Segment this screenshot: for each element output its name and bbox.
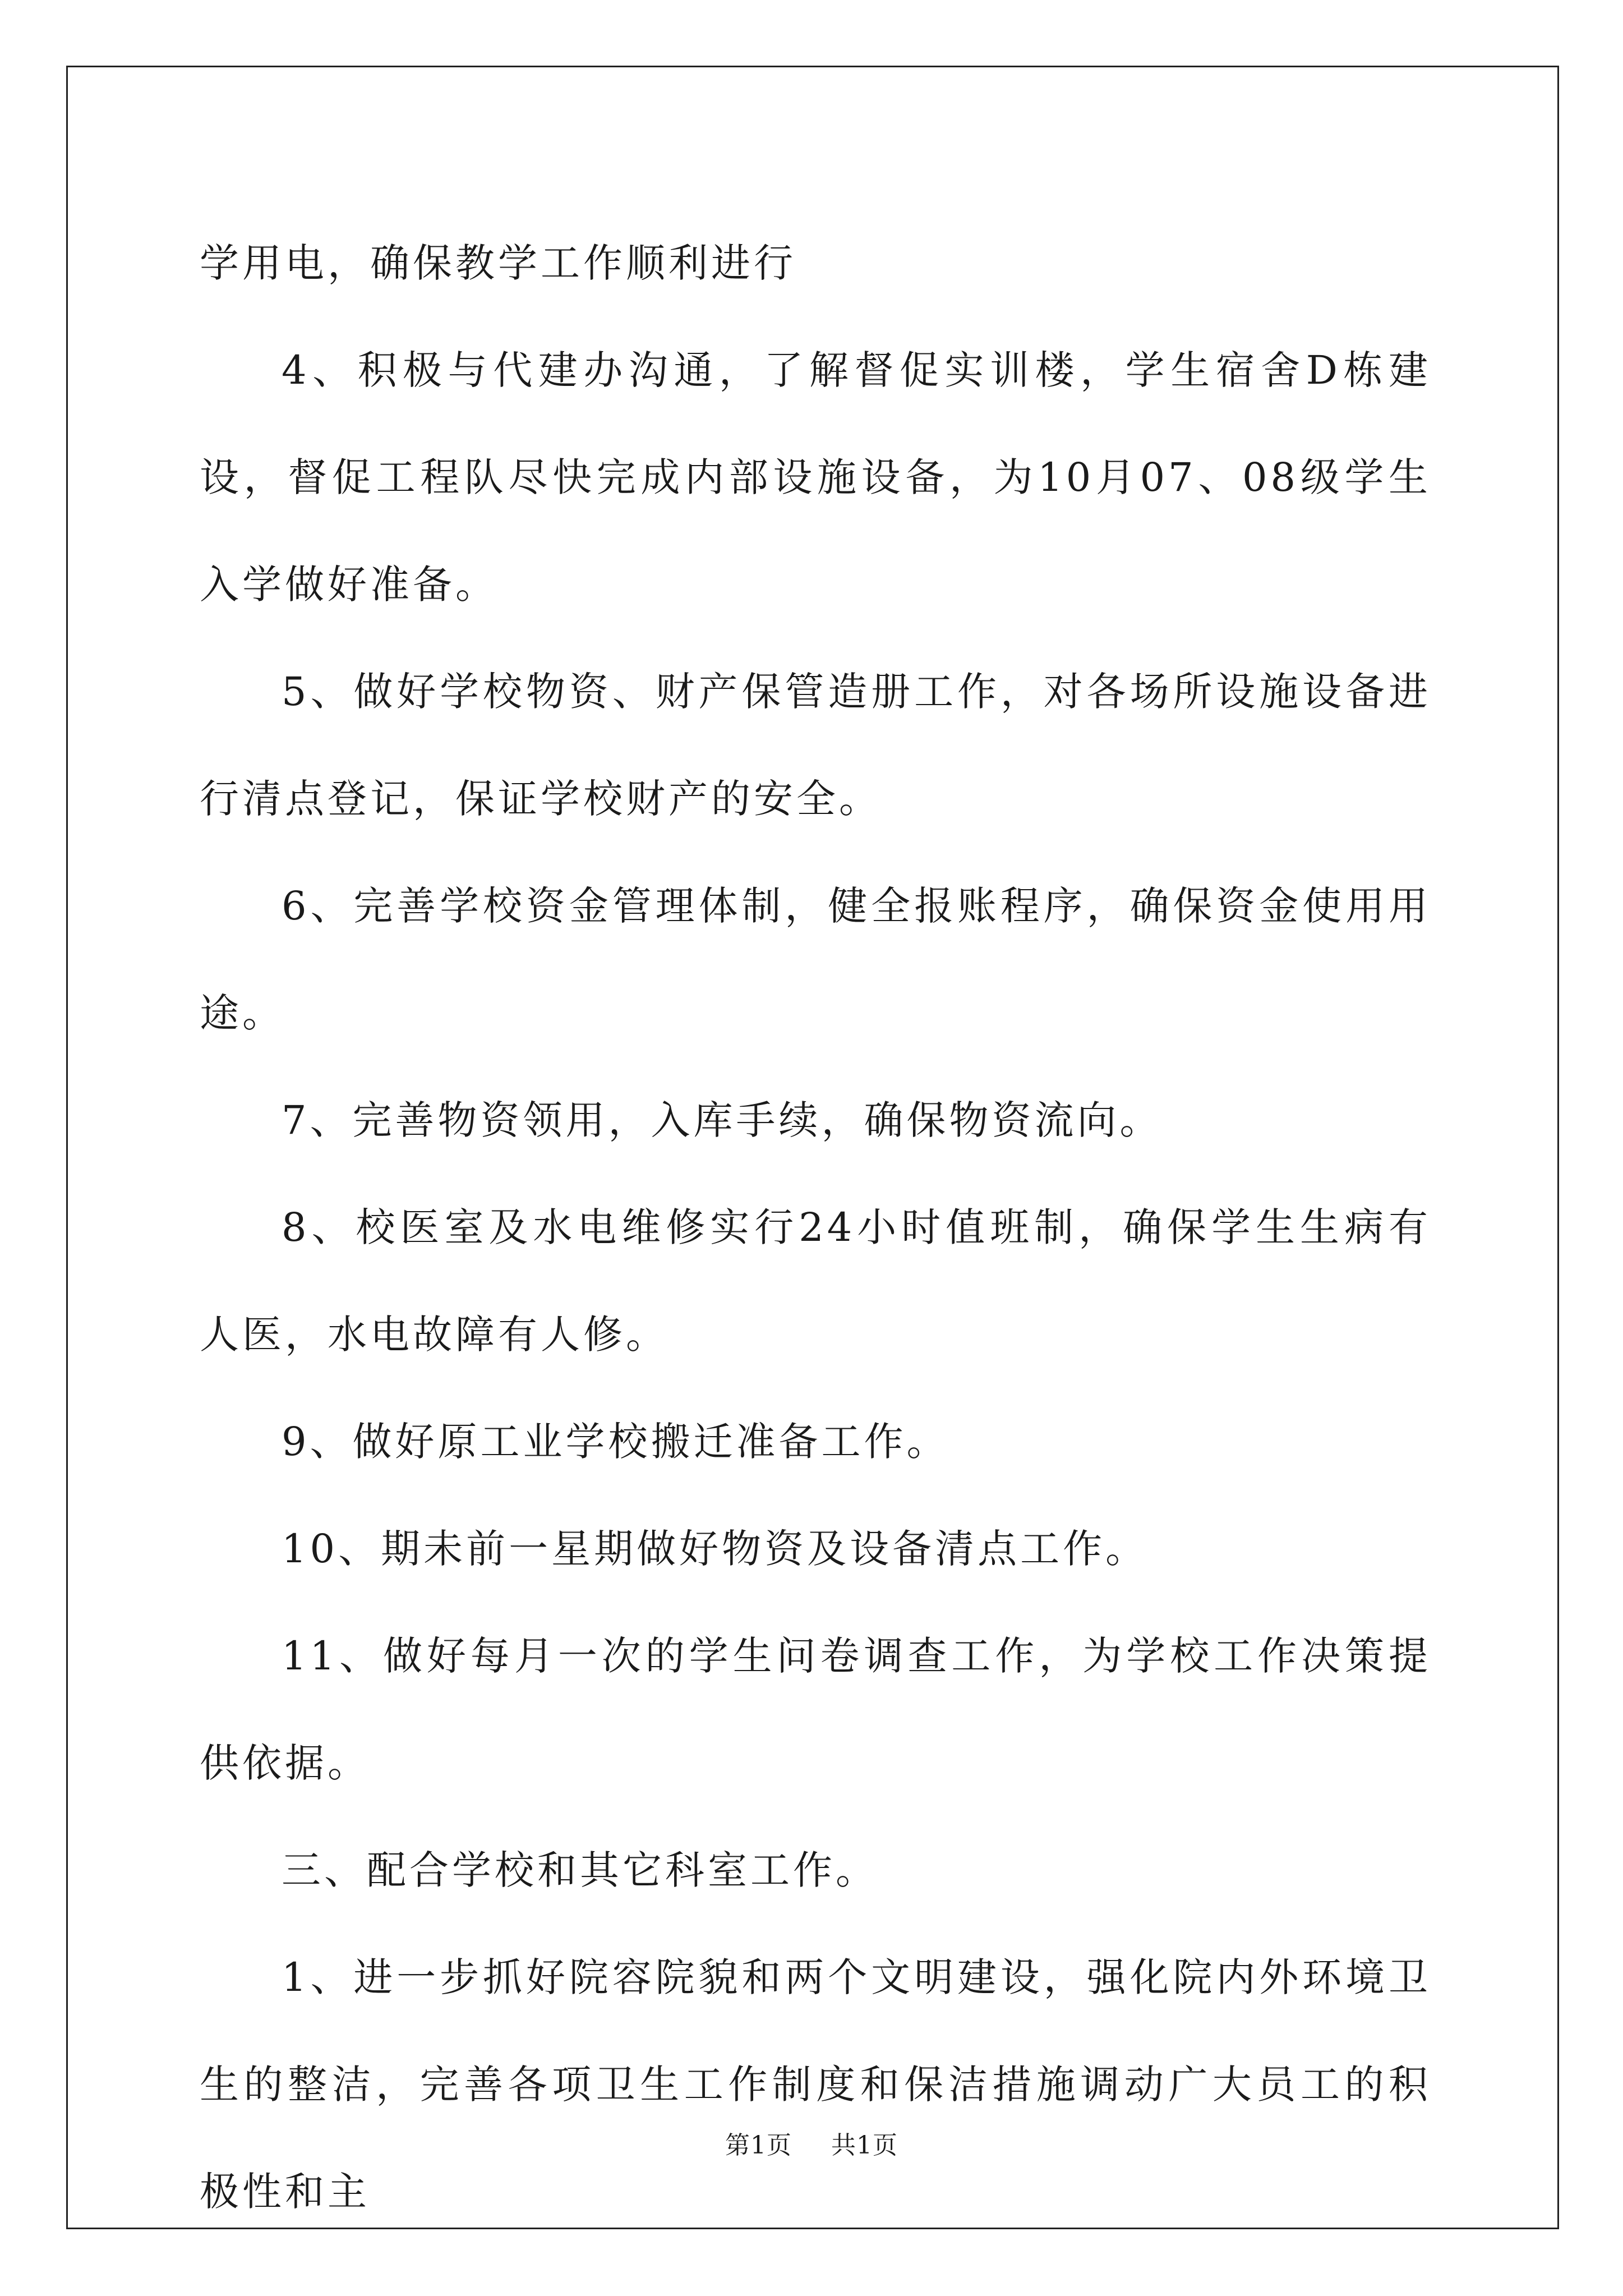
- paragraph-section-3-item-1: 1、进一步抓好院容院貌和两个文明建设，强化院内外环境卫生的整洁，完善各项卫生工作制度和保洁措施调动广大员工的积极性和主: [200, 1954, 1431, 2215]
- paragraph-item-8: 8、校医室及水电维修实行24小时值班制，确保学生生病有人医，水电故障有人修。: [200, 1204, 1431, 1358]
- paragraph-item-9: 9、做好原工业学校搬迁准备工作。: [282, 1419, 949, 1465]
- page-footer: [0, 2129, 1623, 2162]
- paragraph-item-5: 5、做好学校物资、财产保管造册工作，对各场所设施设备进行清点登记，保证学校财产的安全。: [200, 669, 1431, 822]
- page-total: 共1页: [831, 2131, 898, 2160]
- document-body: [200, 210, 1431, 2246]
- section-heading-3: 三、配合学校和其它科室工作。: [282, 1847, 878, 1893]
- paragraph-item-10: 10、期未前一星期做好物资及设备清点工作。: [282, 1526, 1149, 1572]
- paragraph-item-11: 11、做好每月一次的学生问卷调查工作，为学校工作决策提供依据。: [200, 1633, 1431, 1786]
- paragraph-item-4: 4、积极与代建办沟通，了解督促实训楼，学生宿舍D栋建设，督促工程队尽快完成内部设施设备，为10月07、08级学生入学做好准备。: [200, 347, 1431, 608]
- paragraph-item-6: 6、完善学校资金管理体制，健全报账程序，确保资金使用用途。: [200, 883, 1431, 1036]
- paragraph-continuation: 学用电，确保教学工作顺利进行: [200, 240, 796, 286]
- paragraph-item-7: 7、完善物资领用，入库手续，确保物资流向。: [282, 1097, 1163, 1143]
- page-number: 第1页: [725, 2131, 792, 2160]
